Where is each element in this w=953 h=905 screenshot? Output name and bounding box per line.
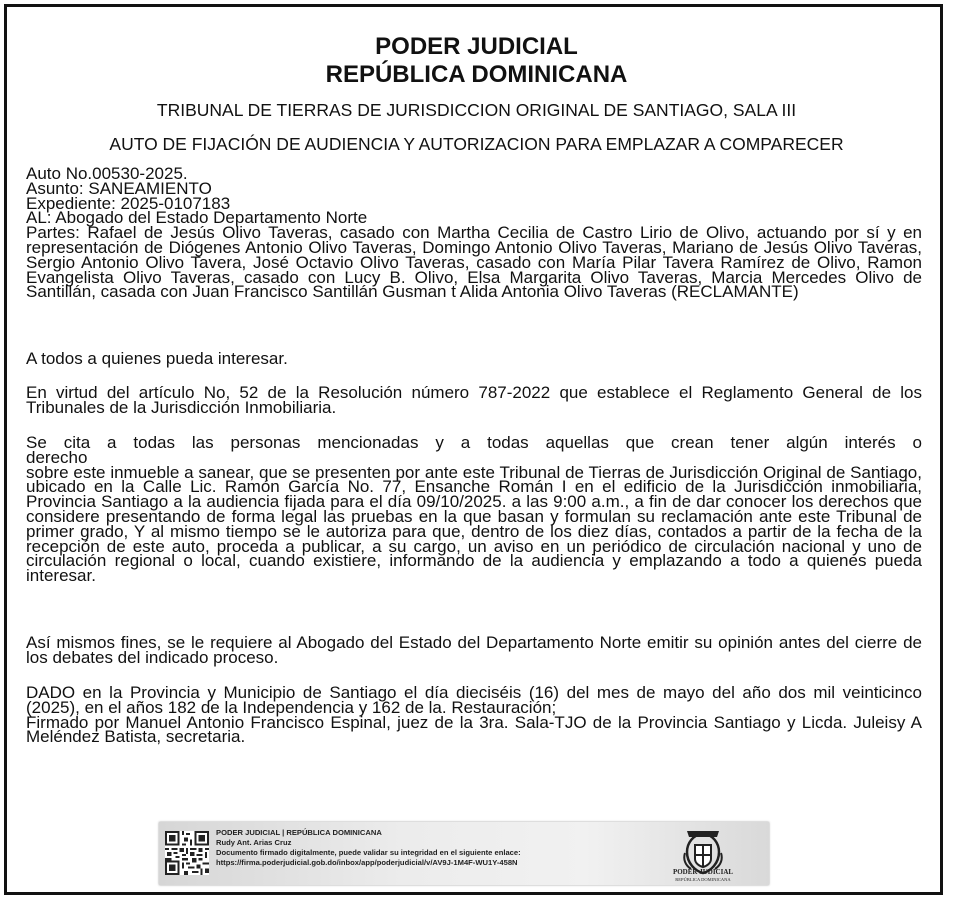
asunto: Asunto: SANEAMIENTO	[26, 178, 212, 198]
seal-caption-line-2: REPÚBLICA DOMINICANA	[675, 877, 731, 882]
greeting: A todos a quienes pueda interesar.	[26, 349, 288, 368]
partes: Partes: Rafael de Jesús Olivo Taveras, casado con Martha Cecilia de Castro Lirio de Olivo, actuando por sí y en representación de Diógenes Antonio Olivo Taveras, Domingo Antonio Olivo Taveras, Mariano de Jesús Olivo Taveras, Sergio Antonio Olivo Tavera, José Octavio Olivo Taveras, casado con María Pilar Tavera Ramírez de Olivo, Ramon Evangelista Olivo Taveras, casado con Lucy B. Olivo, Elsa Margarita Olivo Taveras, Marcia Mercedes Olivo de Santillán, casada con Juan Francisco Santillán Gusman t Alida Antonia Olivo Taveras (RECLAMANTE)	[26, 223, 922, 302]
stamp-institution: PODER JUDICIAL | REPÚBLICA DOMINICANA	[216, 828, 382, 837]
header-title-republica: REPÚBLICA DOMINICANA	[325, 61, 628, 88]
auto-title: AUTO DE FIJACIÓN DE AUDIENCIA Y AUTORIZACION PARA EMPLAZAR A COMPARECER	[109, 134, 844, 154]
auto-number: Auto No.00530-2025.	[26, 164, 188, 183]
paragraph-4: DADO en la Provincia y Municipio de Santiago el día dieciséis (16) del mes de mayo del año dos mil veinticinco (2025), en el años 182 de la Independencia y 162 de la. Restauración;	[26, 683, 922, 717]
paragraph-5-signature: Firmado por Manuel Antonio Francisco Espinal, juez de la 3ra. Sala-TJO de la Provincia Santiago y Licda. Juleisy A Meléndez Batista, secretaria.	[26, 712, 922, 747]
paragraph-1-block	[26, 383, 922, 417]
expediente: Expediente: 2025-0107183	[26, 193, 231, 213]
paragraph-3-block	[26, 633, 922, 667]
paragraph-2-body: sobre este inmueble a sanear, que se presenten por ante este Tribunal de Tierras de Jurisdicción Original de Santiago, ubicado en la Calle Lic. Ramón García No. 77, Ensanche Román I en el edificio de la Jurisdicción inmobiliaria, Provincia Santiago a la audiencia fijada para el día 09/10/2025. a las 9:00 a.m., a fin de dar conocer los derechos que considere presentando de forma legal las pruebas en la que basan y formulan su reclamación ante este Tribunal de primer grado, Y al mismo tiempo se le autoriza para que, dentro de los diez días, contados a partir de la fecha de la recepción de este auto, proceda a publicar, a su cargo, un aviso en un periódico de circulación nacional y uno de circulación regional o local, cuando existiere, informando de la audiencia y emplazando a todo a quienes pueda interesar.	[26, 462, 922, 586]
paragraph-1: En virtud del artículo No, 52 de la Resolución número 787-2022 que establece el Reglamento General de los Tribunales de la Jurisdicción Inmobiliaria.	[26, 383, 922, 417]
qr-code-icon[interactable]	[165, 831, 209, 875]
paragraph-2-line-2: derecho	[26, 447, 88, 467]
paragraph-3: Así mismos fines, se le requiere al Abogado del Estado del Departamento Norte emitir su opinión antes del cierre de los debates del indicado proceso.	[26, 633, 922, 667]
header-title-poder-judicial: PODER JUDICIAL	[375, 33, 578, 60]
paragraph-2-block	[26, 433, 922, 586]
tribunal-name: TRIBUNAL DE TIERRAS DE JURISDICCION ORIGINAL DE SANTIAGO, SALA III	[156, 100, 797, 120]
seal-caption-line-1: PODER JUDICIAL	[672, 868, 734, 876]
stamp-validation-link[interactable]: https://firma.poderjudicial.gob.do/inbox/app/poderjudicial/v/AV9J-1M4F-WU1Y-458N	[216, 858, 518, 867]
seal-caption	[665, 869, 741, 883]
paragraph-4-block	[26, 683, 922, 747]
paragraph-2-line-1: Se cita a todas las personas mencionadas y a todas aquellas que crean tener algún interés o	[26, 433, 922, 452]
al-recipient: AL: Abogado del Estado Departamento Norte	[26, 208, 368, 228]
case-details	[26, 164, 922, 302]
greeting-block	[26, 349, 922, 368]
stamp-text	[216, 828, 521, 868]
digital-signature-stamp	[159, 822, 769, 885]
stamp-validation-note: Documento firmado digitalmente, puede validar su integridad en el siguiente enlace:	[216, 848, 521, 857]
stamp-signer: Rudy Ant. Arias Cruz	[216, 838, 292, 847]
